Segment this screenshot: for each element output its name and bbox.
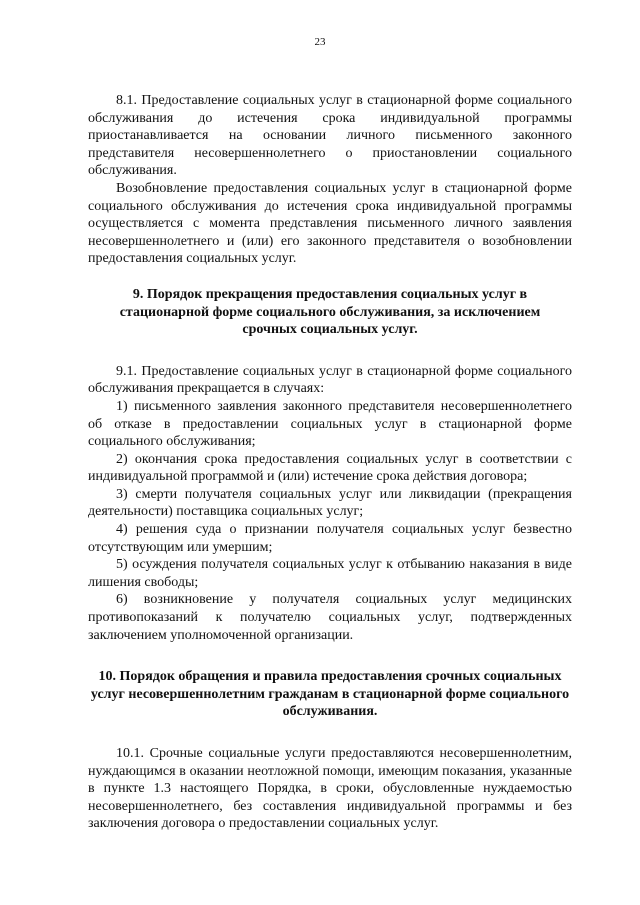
- list-item-9-1-5: 5) осуждения получателя социальных услуг к отбыванию наказания в виде лишения свободы;: [88, 557, 572, 590]
- section-9-heading: 9. Порядок прекращения предоставления социальных услуг в стационарной форме социального обслуживания, за исключением срочных социальных услуг.: [119, 286, 541, 338]
- list-item-9-1-3: 3) смерти получателя социальных услуг или ликвидации (прекращения деятельности) поставщика социальных услуг;: [88, 486, 572, 520]
- list-item-9-1-6: 6) возникновение у получателя социальных услуг медицинских противопоказаний к получателю социальных услуг, подтвержденных заключением уполномоченной организации.: [88, 592, 572, 643]
- list-item-9-1-2: 2) окончания срока предоставления социальных услуг в соответствии с индивидуальной программой и (или) истечение срока действия договора;: [88, 451, 572, 485]
- paragraph-9-1: 9.1. Предоставление социальных услуг в стационарной форме социального обслуживания прекращается в случаях:: [88, 363, 572, 397]
- section-10-heading: 10. Порядок обращения и правила предоставления срочных социальных услуг несовершеннолетним гражданам в стационарной форме социального обслуживания.: [90, 669, 570, 720]
- paragraph-10-1: 10.1. Срочные социальные услуги предоставляются несовершеннолетним, нуждающимся в оказании неотложной помощи, имеющим показания, указанные в пункте 1.3 настоящего Порядка, в сроки, обусловленные нуждаемостью несовершеннолетнего, без составления индивидуальной программы и без заключения договора о предоставлении социальных услуг.: [88, 746, 572, 832]
- list-item-9-1-4: 4) решения суда о признании получателя социальных услуг безвестно отсутствующим или умершим;: [88, 522, 572, 555]
- paragraph-8-1: 8.1. Предоставление социальных услуг в стационарной форме социального обслуживания до истечения срока индивидуальной программы приостанавливается на основании личного письменного законного представителя несовершеннолетнего о приостановлении социального обслуживания.: [88, 93, 572, 179]
- document-body: [88, 92, 572, 833]
- page-number: 23: [314, 36, 326, 48]
- list-item-9-1-1: 1) письменного заявления законного представителя несовершеннолетнего об отказе в предоставлении социальных услуг в стационарной форме социального обслуживания;: [88, 398, 572, 450]
- paragraph-8-resumption: Возобновление предоставления социальных услуг в стационарной форме социального обслуживания до истечения срока индивидуальной программы осуществляется с момента представления письменного личного заявления несовершеннолетнего и (или) его законного представителя о возобновлении предоставления социальных услуг.: [88, 180, 572, 267]
